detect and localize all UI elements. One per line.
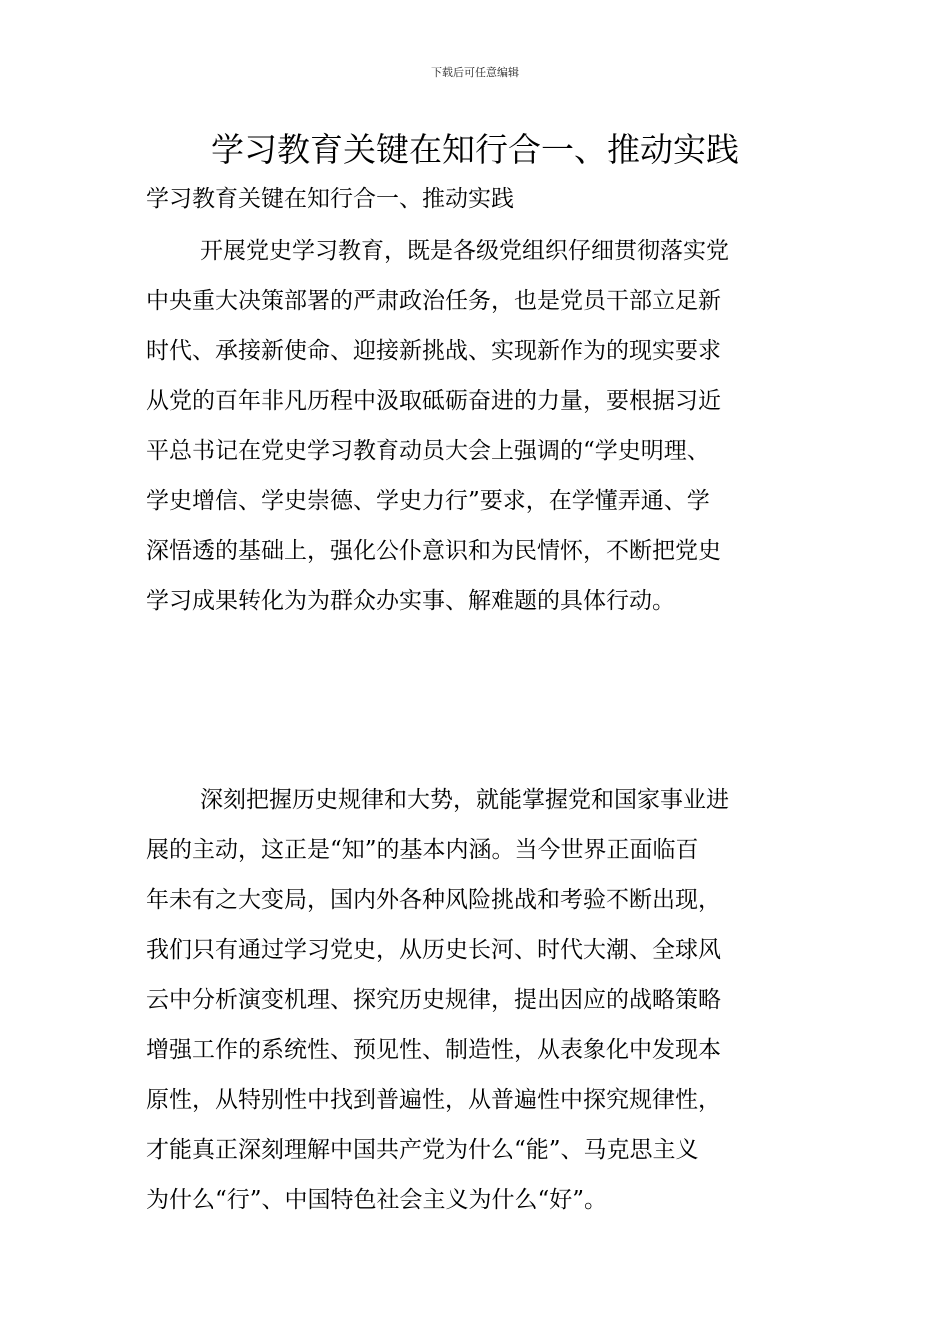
paragraph-line: 学习成果转化为为群众办实事、解难题的具体行动。 [146, 588, 675, 614]
paragraph-1 [146, 226, 808, 626]
paragraph-line: 云中分析演变机理、探究历史规律，提出因应的战略策略 [146, 987, 721, 1013]
paragraph-line: 原性，从特别性中找到普遍性，从普遍性中探究规律性， [146, 1087, 721, 1113]
paragraph-line: 展的主动，这正是“知”的基本内涵。当今世界正面临百 [146, 837, 699, 863]
paragraph-line: 深刻把握历史规律和大势，就能掌握党和国家事业进 [200, 787, 729, 813]
document-subtitle: 学习教育关键在知行合一、推动实践 [146, 186, 514, 212]
paragraph-line: 从党的百年非凡历程中汲取砥砺奋进的力量，要根据习近 [146, 388, 721, 414]
paragraph-line: 学史增信、学史崇德、学史力行”要求，在学懂弄通、学 [146, 488, 710, 514]
paragraph-line: 为什么“行”、中国特色社会主义为什么“好”。 [146, 1187, 608, 1213]
paragraph-line: 深悟透的基础上，强化公仆意识和为民情怀，不断把党史 [146, 538, 721, 564]
paragraph-line: 中央重大决策部署的严肃政治任务，也是党员干部立足新 [146, 288, 721, 314]
header-note: 下载后可任意编辑 [431, 66, 519, 79]
paragraph-line: 年未有之大变局，国内外各种风险挑战和考验不断出现， [146, 887, 721, 913]
paragraph-line: 时代、承接新使命、迎接新挑战、实现新作为的现实要求 [146, 338, 721, 364]
paragraph-line: 增强工作的系统性、预见性、制造性，从表象化中发现本 [146, 1037, 721, 1063]
paragraph-line: 我们只有通过学习党史，从历史长河、时代大潮、全球风 [146, 937, 721, 963]
paragraph-line: 才能真正深刻理解中国共产党为什么“能”、马克思主义 [146, 1137, 699, 1163]
paragraph-2 [146, 775, 808, 1225]
paragraph-line: 开展党史学习教育，既是各级党组织仔细贯彻落实党 [200, 238, 729, 264]
document-title: 学习教育关键在知行合一、推动实践 [211, 130, 739, 169]
paragraph-line: 平总书记在党史学习教育动员大会上强调的“学史明理、 [146, 438, 710, 464]
